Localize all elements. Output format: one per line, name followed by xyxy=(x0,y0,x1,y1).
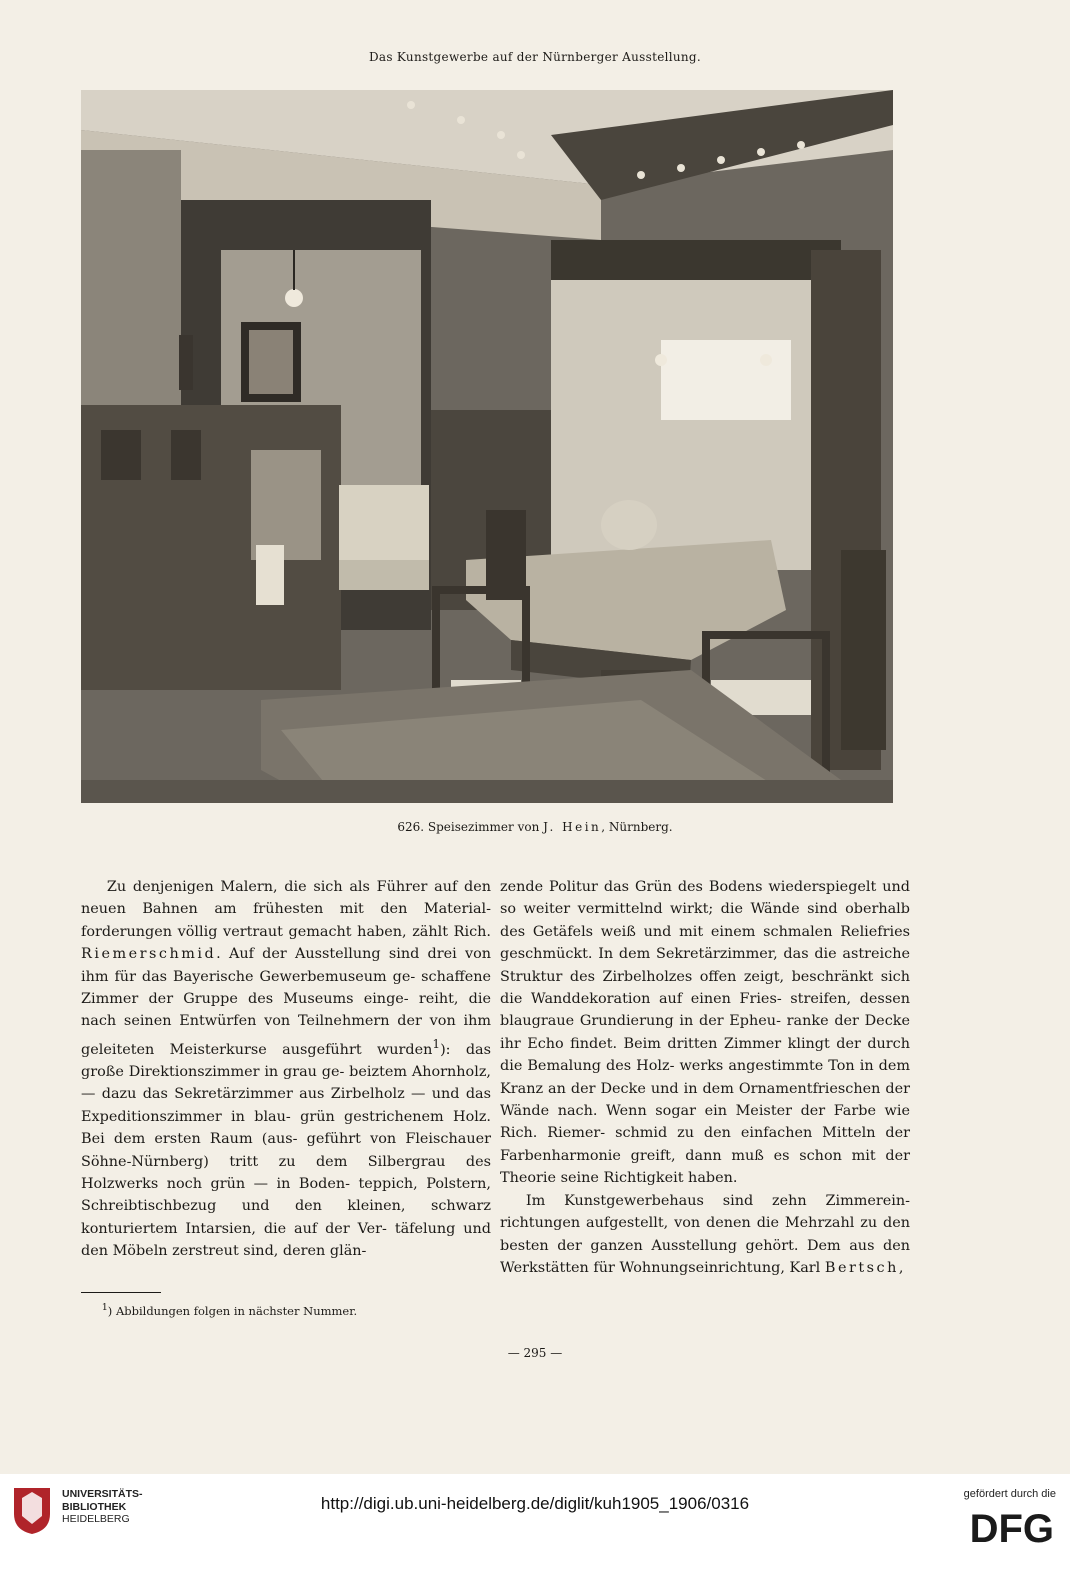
text-line: Im Kunstgewerbehaus sind zehn Zimmerein- xyxy=(525,1192,910,1209)
text-line: der von ihm geleiteten Meisterkurse ausgeführt xyxy=(81,1013,491,1058)
text-line: von ihm für das Bayerische Gewerbemuseum ge- xyxy=(81,946,492,985)
digitization-footer xyxy=(0,1474,1070,1569)
text-line: zende Politur das Grün des Bodens wiederspiegelt xyxy=(500,879,877,895)
text-line: , xyxy=(898,1259,904,1276)
text-line: schwarz konturiertem Intarsien, die auf der Ver- xyxy=(81,1198,492,1237)
text-line: ranke der Decke ihr Echo findet. Beim dritten xyxy=(500,1013,910,1052)
text-line: schaffene Zimmer der Gruppe des Museums einge- xyxy=(81,968,491,1008)
text-line: Reliefries geschmückt. In dem Sekretärzimmer, das xyxy=(500,923,911,963)
text-line: die astreiche Struktur des Zirbelholzes offen zeigt, xyxy=(500,946,910,985)
text-line: oberhalb des Getäfels weiß und mit einem schmalen xyxy=(500,901,910,940)
footnote xyxy=(81,1302,491,1318)
text-line: wurden xyxy=(376,1041,433,1058)
text-line: geführt von Fleischauer Söhne-Nürnberg) tritt zu xyxy=(81,1131,491,1170)
figure-photograph xyxy=(81,90,893,803)
text-column-right xyxy=(500,876,910,1279)
dfg-logo-icon xyxy=(946,1506,1056,1546)
running-title: Das Kunstgewerbe auf der Nürnberger Ausstellung. xyxy=(368,50,702,64)
text-line: beschränkt sich die Wanddekoration auf einen Fries- xyxy=(500,968,911,1008)
footnote-ref[interactable]: 1 xyxy=(432,1036,441,1051)
paragraph-left xyxy=(81,876,491,1263)
text-line: forderungen völlig vertraut gemacht haben, zählt xyxy=(81,923,449,940)
library-line-3: HEIDELBERG xyxy=(62,1513,130,1525)
text-line: grün gestrichenem Holz. Bei dem ersten Raum (aus- xyxy=(81,1108,491,1148)
text-line: Werkstätten für Wohnungseinrichtung, Karl xyxy=(500,1259,821,1276)
text-line: beiztem Ahornholz, — dazu das Sekretärzimmer aus xyxy=(81,1064,491,1103)
text-line: Zirbelholz — und das Expeditionszimmer in blau- xyxy=(81,1086,492,1125)
text-line: . Auf der Ausstellung sind drei xyxy=(216,946,457,963)
text-line: besten der ganzen Ausstellung gehört. Dem aus den xyxy=(500,1237,910,1254)
caption-name: J. Hein xyxy=(543,820,602,834)
text-line: Rich. xyxy=(453,923,492,940)
text-line: werks angestimmte Ton in dem Kranz an der Decke xyxy=(500,1058,910,1097)
dining-room-photo xyxy=(81,90,893,803)
page-number: — 295 — xyxy=(507,1346,563,1360)
text-line: reiht, die nach seinen Entwürfen von Teilnehmern xyxy=(81,991,491,1030)
svg-text:DFG: DFG xyxy=(969,1507,1054,1546)
text-line: Zu denjenigen Malern, die sich als Führer auf xyxy=(106,879,458,895)
library-line-1: UNIVERSITÄTS- xyxy=(62,1488,143,1500)
source-url-link[interactable]: http://digi.ub.uni-heidelberg.de/diglit/kuh1905_1906/0316 xyxy=(320,1494,750,1513)
figure-caption xyxy=(0,820,1070,834)
text-line: streifen, dessen blaugraue Grundierung in der Epheu- xyxy=(500,991,910,1030)
text-line: und so weiter vermittelnd wirkt; die Wände sind xyxy=(500,879,910,918)
text-column-left xyxy=(81,876,491,1263)
footnote-divider xyxy=(81,1292,161,1293)
text-line: schmid zu den einfachen Mitteln der Farbenharmonie xyxy=(500,1125,910,1164)
text-line: teppich, Polstern, Schreibtischbezug und den kleinen, xyxy=(81,1176,492,1215)
text-line: Richtigkeit haben. xyxy=(603,1170,738,1187)
footnote-text: ) Abbildungen folgen in nächster Nummer. xyxy=(107,1303,358,1318)
text-line: richtungen aufgestellt, von denen die Mehrzahl zu den xyxy=(500,1215,910,1232)
text-line: ): das große Direktionszimmer in grau ge- xyxy=(81,1041,492,1081)
figure-number: 626. xyxy=(397,820,425,834)
person-name: Bertsch xyxy=(824,1259,899,1276)
funding-note: gefördert durch die xyxy=(963,1488,1056,1500)
text-line: täfelung und den Möbeln zerstreut sind, deren glän- xyxy=(81,1220,491,1260)
person-name: Riemerschmid xyxy=(81,946,217,963)
footnote-marker: 1 xyxy=(101,1302,108,1313)
text-line: Zimmer klingt der durch die Bemalung des Holz- xyxy=(500,1035,911,1075)
text-line: und in dem Ornamentfrieschen der Wände nach. xyxy=(500,1080,910,1120)
text-line: greift, dann muß es schon mit der Theorie seine xyxy=(500,1147,910,1187)
caption-text: Speisezimmer von xyxy=(427,820,540,834)
caption-place: , Nürnberg. xyxy=(601,820,673,834)
paragraph-right-1 xyxy=(500,876,910,1190)
text-line: dem Silbergrau des Holzwerks noch grün — in Boden- xyxy=(81,1153,491,1193)
text-line: den neuen Bahnen am frühesten mit den Material- xyxy=(81,879,492,918)
text-line: Wenn sogar ein Meister der Farbe wie Rich. Riemer- xyxy=(500,1103,910,1142)
library-line-2: BIBLIOTHEK xyxy=(62,1500,127,1513)
paragraph-right-2 xyxy=(500,1190,910,1280)
